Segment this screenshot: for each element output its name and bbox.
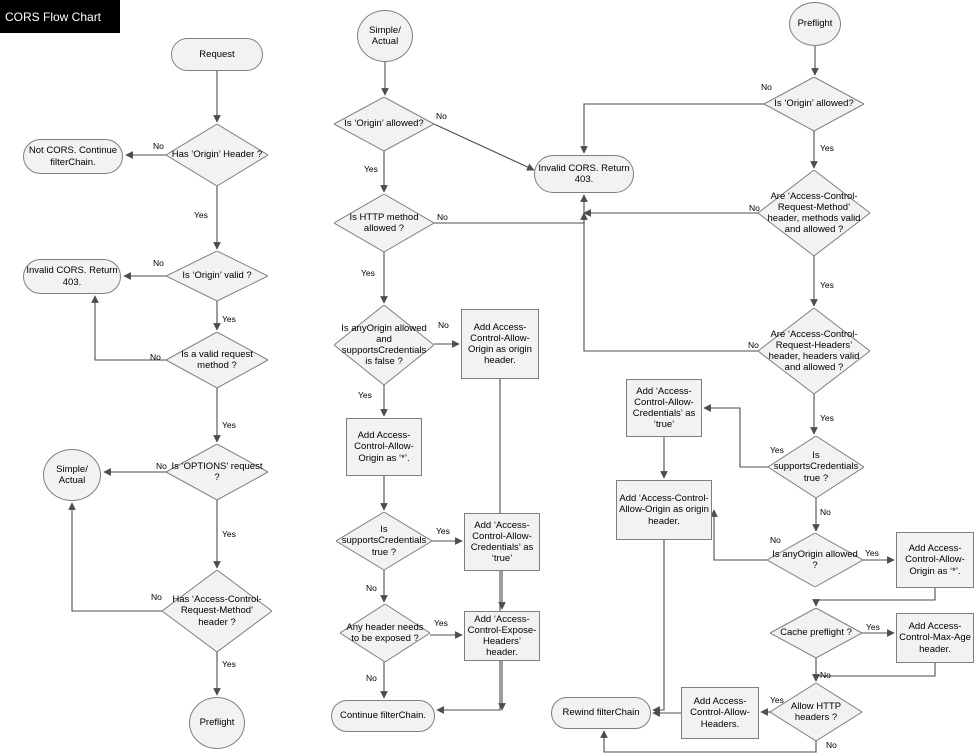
flow-node-label: Is anyOrigin allowed and supportsCredentials is false ? — [341, 322, 427, 368]
edge-label: No — [761, 82, 772, 92]
flow-node-label: Request — [199, 48, 235, 60]
edge-label: No — [770, 535, 781, 545]
flow-node-label: Add Access-Control-Allow-Origin as origin header. — [468, 321, 532, 367]
edge-label: Yes — [194, 210, 208, 220]
flow-node-m11 — [464, 611, 540, 661]
edge-label: No — [748, 340, 759, 350]
flow-node-m7 — [346, 418, 422, 476]
edge-label: Yes — [770, 445, 784, 455]
edge-label: No — [437, 212, 448, 222]
edge-label: Yes — [222, 659, 236, 669]
flow-node-n2 — [166, 124, 268, 186]
edge-label: No — [153, 141, 164, 151]
flow-node-label: Add ‘Access-Control-Allow-Credentials’ as ‘true’ — [632, 385, 696, 431]
flow-node-n8 — [43, 449, 101, 501]
edge-label: Yes — [434, 618, 448, 628]
flow-node-r10 — [770, 608, 862, 658]
flow-node-n1 — [171, 38, 263, 71]
flow-node-r12 — [770, 683, 862, 741]
edge-label: Yes — [364, 164, 378, 174]
flow-node-label: Has ‘Origin’ Header ? — [171, 149, 263, 161]
flow-node-m2 — [334, 97, 434, 151]
edge-label: Yes — [820, 280, 834, 290]
edge-label: Yes — [222, 529, 236, 539]
edge-label: Yes — [222, 420, 236, 430]
edge-label: No — [150, 352, 161, 362]
edge-label: Yes — [770, 695, 784, 705]
flow-node-label: Add ‘Access-Control-Allow-Credentials’ as ‘true’ — [470, 519, 534, 565]
flow-node-label: Continue filterChain. — [339, 710, 427, 722]
flow-node-label: Add ‘Access-Control-Allow-Origin as origin header. — [619, 493, 709, 527]
flow-node-n5 — [23, 259, 121, 294]
flow-node-r3 — [758, 170, 870, 256]
flow-node-label: Is supportsCredentials true ? — [773, 450, 859, 484]
edge-label: Yes — [866, 622, 880, 632]
flow-node-m8 — [336, 512, 432, 570]
flow-node-label: Add ‘Access-Control-Expose-Headers’ header. — [467, 613, 537, 659]
flow-node-label: Allow HTTP headers ? — [790, 700, 842, 723]
flow-node-label: Cache preflight ? — [780, 627, 852, 639]
edge-label: Yes — [358, 390, 372, 400]
flow-node-n6 — [166, 332, 268, 388]
flow-node-label: Add Access-Control-Allow-Origin as ‘*’. — [354, 430, 414, 464]
flow-node-label: Is supportsCredentials true ? — [341, 524, 427, 558]
edge-label: No — [438, 320, 449, 330]
flow-node-label: Is ‘OPTIONS’ request ? — [171, 460, 263, 483]
flow-node-m9 — [464, 513, 540, 571]
edge-label: Yes — [222, 314, 236, 324]
flow-node-m12 — [331, 700, 435, 732]
edge-label: No — [153, 258, 164, 268]
flow-node-label: Simple/ Actual — [56, 463, 88, 486]
flow-node-r9 — [896, 532, 974, 588]
edge-label: Yes — [865, 548, 879, 558]
flow-node-label: Add Access-Control-Allow-Headers. — [690, 696, 750, 730]
flow-node-label: Invalid CORS. Return 403. — [538, 162, 630, 185]
flow-node-label: Any header needs to be exposed ? — [346, 621, 424, 644]
flow-node-label: Not CORS. Continue filterChain. — [28, 145, 118, 168]
flow-node-label: Add Access-Control-Allow-Origin as ‘*’. — [905, 543, 965, 577]
flow-node-r7 — [616, 480, 712, 540]
flow-node-n10 — [189, 697, 245, 749]
flow-node-label: Add Access-Control-Max-Age header. — [899, 621, 971, 655]
flow-node-n3 — [23, 139, 123, 174]
flow-node-n4 — [166, 251, 268, 301]
edge-label: No — [151, 592, 162, 602]
flow-node-label: Is ‘Origin’ allowed? — [774, 98, 854, 110]
page-title: CORS Flow Chart — [0, 0, 120, 33]
flow-node-label: Is HTTP method allowed ? — [349, 211, 419, 234]
flow-node-label: Is anyOrigin allowed ? — [772, 548, 858, 571]
flow-node-r4 — [758, 308, 870, 394]
flow-node-m4 — [334, 194, 434, 252]
flow-node-m6 — [461, 309, 539, 379]
edge-label: Yes — [820, 143, 834, 153]
flow-node-label: Has ‘Access-Control-Request-Method’ header ? — [172, 594, 262, 628]
flow-node-label: Simple/ Actual — [369, 24, 401, 47]
flow-node-label: Preflight — [797, 18, 833, 30]
flow-node-label: Invalid CORS. Return 403. — [26, 265, 118, 288]
edge-label: No — [826, 740, 837, 750]
flow-node-n7 — [166, 444, 268, 500]
edge-label: Yes — [436, 526, 450, 536]
flow-node-r6 — [626, 379, 702, 437]
flow-node-r14 — [551, 697, 651, 729]
flow-node-label: Rewind filterChain — [562, 707, 640, 719]
flow-node-label: Are ‘Access-Control-Request-Method’ header, methods valid and allowed ? — [767, 190, 861, 236]
flow-node-n9 — [162, 570, 272, 652]
edge-label: No — [366, 673, 377, 683]
edge-label: Yes — [361, 268, 375, 278]
flow-node-r8 — [767, 533, 863, 587]
flow-node-m1 — [357, 10, 413, 62]
flow-node-m3 — [534, 155, 634, 193]
edge-label: No — [436, 111, 447, 121]
flow-node-label: Are ‘Access-Control-Request-Headers’ header, headers valid and allowed ? — [768, 328, 860, 374]
flow-node-r13 — [681, 687, 759, 739]
edge-label: No — [820, 670, 831, 680]
flow-node-m5 — [334, 305, 434, 385]
flow-node-r2 — [764, 77, 864, 131]
edge-label: No — [820, 507, 831, 517]
flow-node-label: Preflight — [199, 717, 235, 729]
edge-label: No — [366, 583, 377, 593]
edge-label: No — [749, 203, 760, 213]
flow-node-r1 — [789, 2, 841, 46]
flow-node-m10 — [340, 604, 430, 662]
edge-label: No — [156, 461, 167, 471]
flow-node-label: Is a valid request method ? — [181, 348, 253, 371]
flow-node-label: Is ‘Origin’ allowed? — [344, 118, 424, 130]
flow-node-label: Is ‘Origin’ valid ? — [182, 270, 252, 282]
flow-node-r11 — [896, 613, 974, 663]
edge-label: Yes — [820, 413, 834, 423]
